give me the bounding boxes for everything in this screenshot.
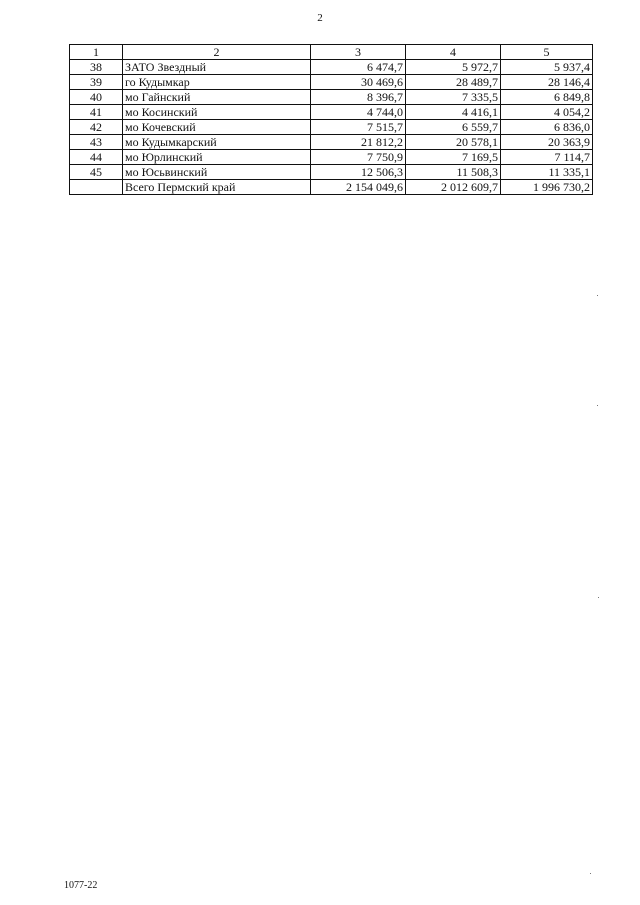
- value-col-5: 6 849,8: [501, 90, 593, 105]
- value-col-4: 7 169,5: [406, 150, 501, 165]
- value-col-3: 30 469,6: [311, 75, 406, 90]
- value-col-5: 7 114,7: [501, 150, 593, 165]
- page-number: 2: [317, 12, 323, 24]
- value-col-3: 21 812,2: [311, 135, 406, 150]
- value-col-3: 7 515,7: [311, 120, 406, 135]
- municipality-name: мо Юрлинский: [123, 150, 311, 165]
- table-row: [70, 165, 593, 180]
- scan-speck: [598, 597, 599, 598]
- value-col-4: 4 416,1: [406, 105, 501, 120]
- table-row: [70, 120, 593, 135]
- value-col-3: 7 750,9: [311, 150, 406, 165]
- value-col-5: 4 054,2: [501, 105, 593, 120]
- scan-speck: [597, 295, 598, 296]
- municipality-name: мо Кудымкарский: [123, 135, 311, 150]
- value-col-5: 20 363,9: [501, 135, 593, 150]
- scan-speck: [590, 873, 591, 874]
- table-row: [70, 150, 593, 165]
- municipality-name: мо Юсьвинский: [123, 165, 311, 180]
- value-col-4: 28 489,7: [406, 75, 501, 90]
- value-col-3: 4 744,0: [311, 105, 406, 120]
- table-total-row: [70, 180, 593, 195]
- value-col-5: 5 937,4: [501, 60, 593, 75]
- row-number: 40: [70, 90, 123, 105]
- table-row: [70, 135, 593, 150]
- column-header-4: 4: [406, 45, 501, 60]
- document-code: 1077-22: [64, 880, 98, 891]
- value-col-4: 5 972,7: [406, 60, 501, 75]
- row-number: 38: [70, 60, 123, 75]
- row-number: [70, 180, 123, 195]
- table-row: [70, 75, 593, 90]
- value-col-4: 20 578,1: [406, 135, 501, 150]
- data-table: [69, 44, 593, 195]
- row-number: 39: [70, 75, 123, 90]
- value-col-4: 11 508,3: [406, 165, 501, 180]
- row-number: 41: [70, 105, 123, 120]
- total-label: Всего Пермский край: [123, 180, 311, 195]
- municipality-name: мо Гайнский: [123, 90, 311, 105]
- total-col-5: 1 996 730,2: [501, 180, 593, 195]
- municipality-name: мо Кочевский: [123, 120, 311, 135]
- value-col-3: 12 506,3: [311, 165, 406, 180]
- municipality-name: ЗАТО Звездный: [123, 60, 311, 75]
- row-number: 45: [70, 165, 123, 180]
- value-col-5: 11 335,1: [501, 165, 593, 180]
- column-header-2: 2: [123, 45, 311, 60]
- value-col-4: 6 559,7: [406, 120, 501, 135]
- column-header-5: 5: [501, 45, 593, 60]
- table-row: [70, 60, 593, 75]
- value-col-4: 7 335,5: [406, 90, 501, 105]
- value-col-3: 8 396,7: [311, 90, 406, 105]
- table-row: [70, 90, 593, 105]
- municipality-name: мо Косинский: [123, 105, 311, 120]
- municipality-name: го Кудымкар: [123, 75, 311, 90]
- total-col-4: 2 012 609,7: [406, 180, 501, 195]
- column-header-1: 1: [70, 45, 123, 60]
- value-col-3: 6 474,7: [311, 60, 406, 75]
- row-number: 44: [70, 150, 123, 165]
- scan-speck: [597, 405, 598, 406]
- table-row: [70, 105, 593, 120]
- value-col-5: 6 836,0: [501, 120, 593, 135]
- column-header-3: 3: [311, 45, 406, 60]
- table-header-row: [70, 45, 593, 60]
- value-col-5: 28 146,4: [501, 75, 593, 90]
- row-number: 43: [70, 135, 123, 150]
- total-col-3: 2 154 049,6: [311, 180, 406, 195]
- row-number: 42: [70, 120, 123, 135]
